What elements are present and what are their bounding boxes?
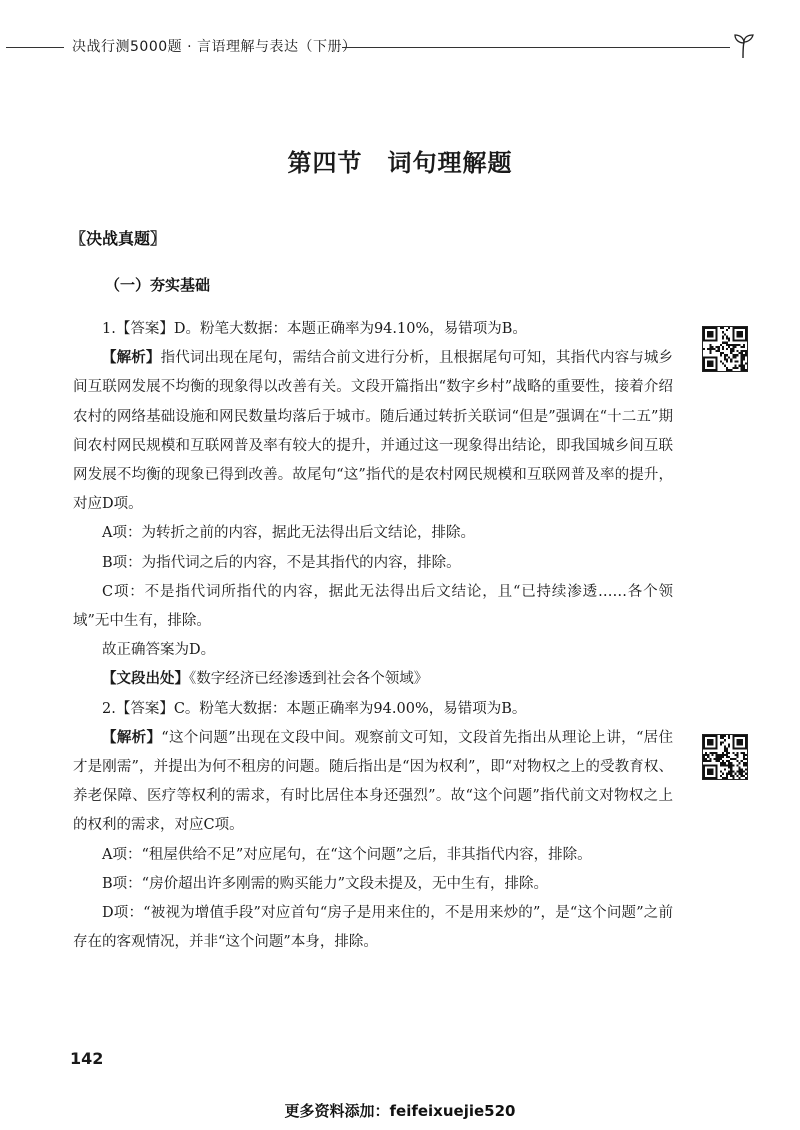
paragraph-text: B项：“房价超出许多刚需的购买能力”文段未提及，无中生有，排除。 (102, 875, 548, 892)
paragraph (73, 549, 673, 578)
header-rule-right (342, 47, 730, 48)
qr-code-icon[interactable] (702, 326, 748, 372)
paragraph-label: 【文段出处】 (102, 671, 189, 688)
paragraph-text: D项：“被视为增值手段”对应首句“房子是用来住的，不是用来炒的”，是“这个问题”之前存在的客观情况，并非“这个问题”本身，排除。 (73, 905, 673, 951)
paragraph (73, 695, 673, 724)
answer-explanations (73, 315, 673, 957)
paragraph-text: 指代词出现在尾句，需结合前文进行分析，且根据尾句可知，其指代内容与城乡间互联网发展不均衡的现象得以改善有关。文段开篇指出“数字乡村”战略的重要性，接着介绍农村的网络基础设施和网民数量均落后于城市。随后通过转折关联词“但是”强调在“十二五”期间农村网民规模和互联网普及率有较大的提升，并通过这一现象得出结论，即我国城乡间互联网发展不均衡的现象已得到改善。故尾句“这”指代的是农村网民规模和互联网普及率的提升，对应D项。 (73, 350, 674, 513)
paragraph (73, 578, 673, 636)
block-heading: 〖决战真题〗 (70, 229, 167, 248)
paragraph (73, 870, 673, 899)
paragraph-text: 《数字经济已经渗透到社会各个领域》 (189, 671, 429, 688)
header-title: 决战行测5000题 · 言语理解与表达（下册） (72, 39, 357, 55)
paragraph (73, 315, 673, 344)
paragraph-text: B项：为指代词之后的内容，不是其指代的内容，排除。 (102, 554, 461, 571)
paragraph-text: 故正确答案为D。 (102, 642, 216, 659)
paragraph-text: 1.【答案】D。粉笔大数据：本题正确率为94.10%，易错项为B。 (102, 321, 527, 337)
paragraph-text: 2.【答案】C。粉笔大数据：本题正确率为94.00%，易错项为B。 (102, 700, 527, 717)
header-rule-left (6, 47, 64, 48)
paragraph (73, 344, 673, 519)
paragraph (73, 519, 673, 548)
sprout-icon (728, 32, 758, 60)
footer-note: 更多资料添加：feifeixuejie520 (284, 1102, 516, 1120)
page-number: 142 (70, 1049, 104, 1068)
section-title: 第四节 词句理解题 (287, 149, 513, 177)
paragraph-text: A项：“租屋供给不足”对应尾句，在“这个问题”之后，非其指代内容，排除。 (102, 846, 592, 863)
paragraph (73, 636, 673, 665)
paragraph-text: A项：为转折之前的内容，据此无法得出后文结论，排除。 (102, 525, 475, 542)
running-header (0, 34, 800, 60)
paragraph-text: “这个问题”出现在文段中间。观察前文可知，文段首先指出从理论上讲，“居住才是刚需”，并提出为何不租房的问题。随后指出是“因为权利”，即“对物权之上的受教育权、养老保障、医疗等权利的需求，有时比居住本身还强烈”。故“这个问题”指代前文对物权之上的权利的需求，对应C项。 (73, 729, 673, 834)
qr-code-icon[interactable] (702, 734, 748, 780)
paragraph (73, 724, 673, 841)
paragraph-label: 【解析】 (102, 350, 161, 367)
paragraph-label: 【解析】 (102, 729, 162, 746)
paragraph (73, 841, 673, 870)
sub-heading: （一）夯实基础 (105, 276, 211, 294)
paragraph (73, 899, 673, 957)
paragraph (73, 665, 673, 694)
paragraph-text: C项：不是指代词所指代的内容，据此无法得出后文结论，且“已持续渗透……各个领域”无中生有，排除。 (73, 583, 673, 630)
